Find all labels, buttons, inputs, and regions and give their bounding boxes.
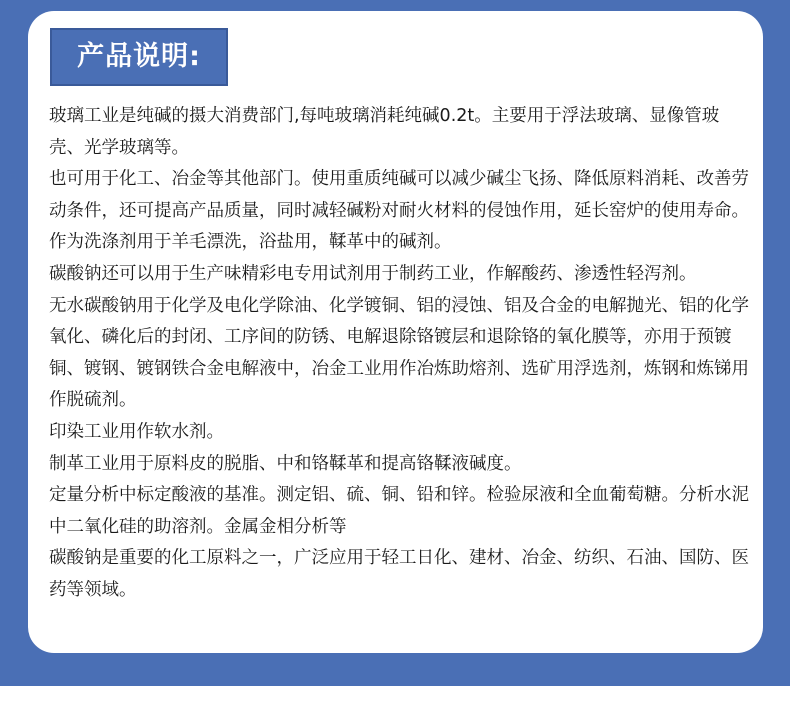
paragraph-pharma: 碳酸钠还可以用于生产味精彩电专用试剂用于制药工业，作解酸药、渗透性轻泻剂。 bbox=[49, 263, 697, 284]
section-title: 产品说明: bbox=[50, 28, 228, 86]
description-card bbox=[28, 11, 763, 653]
paragraph-anhydrous: 无水碳酸钠用于化学及电化学除油、化学镀铜、铝的浸蚀、铝及合金的电解抛光、铝的化学氧化、磷化后的封闭、工序间的防锈、电解退除铬镀层和退除铬的氧化膜等，亦用于预镀铜、镀钢、镀钢铁合金电解液中，冶金工业用作冶炼助熔剂、选矿用浮选剂，炼钢和炼锑用作脱硫剂。 bbox=[49, 295, 749, 411]
paragraph-analysis: 定量分析中标定酸液的基准。测定铝、硫、铜、铅和锌。检验尿液和全血葡萄糖。分析水泥中二氧化硅的助溶剂。金属金相分析等 bbox=[49, 485, 749, 537]
paragraph-dyeing: 印染工业用作软水剂。 bbox=[49, 421, 224, 442]
paragraph-glass: 玻璃工业是纯碱的摄大消费部门,每吨玻璃消耗纯碱0.2t。主要用于浮法玻璃、显像管玻壳、光学玻璃等。 bbox=[49, 106, 720, 158]
paragraph-tanning: 制革工业用于原料皮的脱脂、中和铬鞣革和提高铬鞣液碱度。 bbox=[49, 453, 522, 474]
paragraph-detergent: 作为洗涤剂用于羊毛漂洗，浴盐用，鞣革中的碱剂。 bbox=[49, 232, 452, 253]
description-body bbox=[49, 101, 754, 607]
paragraph-chemical-metallurgy: 也可用于化工、冶金等其他部门。使用重质纯碱可以减少碱尘飞扬、降低原料消耗、改善劳动条件，还可提高产品质量，同时减轻碱粉对耐火材料的侵蚀作用，延长窑炉的使用寿命。 bbox=[49, 169, 749, 221]
bottom-band bbox=[0, 686, 790, 708]
paragraph-summary: 碳酸钠是重要的化工原料之一，广泛应用于轻工日化、建材、冶金、纺织、石油、国防、医药等领域。 bbox=[49, 548, 749, 600]
